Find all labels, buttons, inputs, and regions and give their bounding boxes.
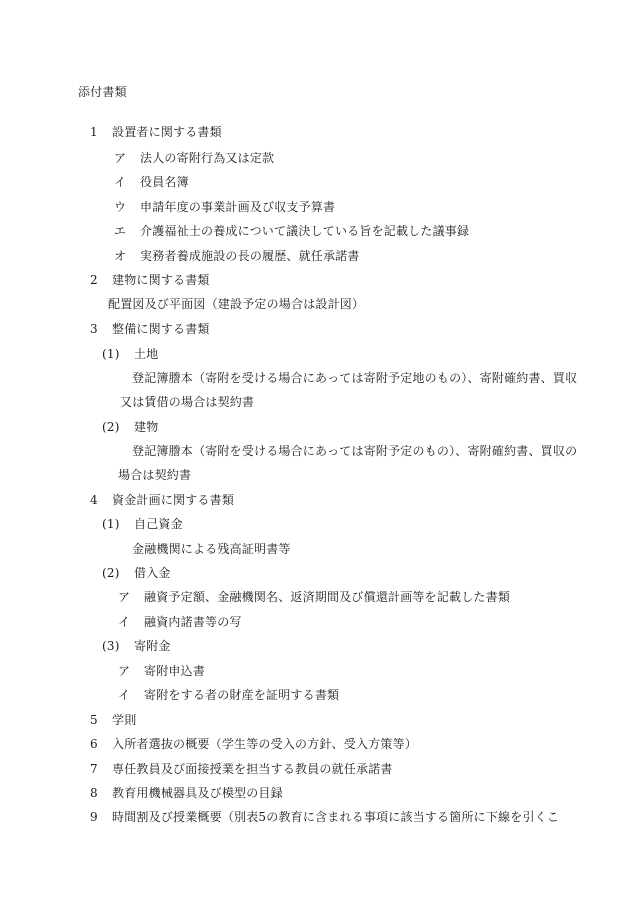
- paragraph: 場合は契約書: [118, 468, 192, 482]
- item-label: オ: [114, 249, 127, 263]
- section-3: [90, 321, 210, 337]
- item-label: ア: [114, 151, 127, 165]
- paragraph: 登記簿謄本（寄附を受ける場合にあっては寄附予定のもの）、寄附確約書、買収の: [132, 444, 578, 458]
- section-number: 9: [90, 810, 98, 824]
- sub-item-label: (1): [102, 347, 120, 361]
- item-label: ア: [118, 664, 131, 678]
- paragraph: 又は賃借の場合は契約書: [120, 395, 255, 409]
- section-number: 4: [90, 493, 98, 507]
- item-text: 寄附をする者の財産を証明する書類: [144, 688, 340, 702]
- sub-item-label: (2): [102, 420, 120, 434]
- section-title: 入所者選抜の概要（学生等の受入の方針、受入方策等）: [112, 737, 418, 751]
- sub-item-text: 借入金: [134, 566, 171, 580]
- sub-item-text: 自己資金: [134, 517, 183, 531]
- section-8: [90, 785, 283, 801]
- section-number: 7: [90, 762, 98, 776]
- item-label: イ: [114, 175, 127, 189]
- item-text: 役員名簿: [140, 175, 189, 189]
- item-text: 介護福祉士の養成について議決している旨を記載した議事録: [140, 224, 470, 238]
- item-text: 融資予定額、金融機関名、返済期間及び償還計画等を記載した書類: [144, 590, 511, 604]
- list-item: [114, 174, 189, 190]
- section-9: [90, 809, 559, 825]
- item-text: 実務者養成施設の長の履歴、就任承諾書: [140, 249, 360, 263]
- section-number: 5: [90, 713, 98, 727]
- section-number: 1: [90, 125, 98, 139]
- section-number: 3: [90, 322, 98, 336]
- sub-item: [102, 346, 158, 362]
- item-text: 融資内諾書等の写: [144, 615, 242, 629]
- section-7: [90, 761, 393, 777]
- sub-item-label: (1): [102, 517, 120, 531]
- item-label: ア: [118, 590, 131, 604]
- paragraph: 登記簿謄本（寄附を受ける場合にあっては寄附予定地のもの）、寄附確約書、買収: [132, 371, 578, 385]
- item-text: 法人の寄附行為又は定款: [140, 151, 275, 165]
- section-5: [90, 712, 136, 728]
- section-2: [90, 272, 210, 288]
- section-title: 資金計画に関する書類: [112, 493, 235, 507]
- item-label: イ: [118, 615, 131, 629]
- list-item: [114, 199, 335, 215]
- section-4: [90, 492, 234, 508]
- list-item: [114, 150, 274, 166]
- document-heading: 添付書類: [78, 85, 127, 99]
- sub-item: [102, 638, 171, 654]
- sub-item-label: (2): [102, 566, 120, 580]
- section-title: 建物に関する書類: [112, 273, 210, 287]
- section-title: 専任教員及び面接授業を担当する教員の就任承諾書: [112, 762, 393, 776]
- sub-item: [102, 419, 158, 435]
- sub-item-text: 建物: [134, 420, 159, 434]
- list-item: [114, 248, 360, 264]
- paragraph: 金融機関による残高証明書等: [132, 542, 291, 556]
- section-title: 時間割及び授業概要（別表5の教育に含まれる事項に該当する箇所に下線を引くこ: [112, 810, 560, 824]
- item-text: 寄附申込書: [144, 664, 206, 678]
- section-title: 教育用機械器具及び模型の目録: [112, 786, 283, 800]
- list-item: [118, 663, 205, 679]
- section-title: 整備に関する書類: [112, 322, 210, 336]
- item-label: イ: [118, 688, 131, 702]
- list-item: [114, 223, 469, 239]
- sub-item-text: 土地: [134, 347, 159, 361]
- sub-item-text: 寄附金: [134, 639, 171, 653]
- section-number: 6: [90, 737, 98, 751]
- item-label: エ: [114, 224, 127, 238]
- list-item: [118, 614, 242, 630]
- sub-item: [102, 516, 183, 532]
- section-title: 学則: [112, 713, 137, 727]
- item-label: ウ: [114, 200, 127, 214]
- list-item: [118, 589, 510, 605]
- section-1: [90, 124, 222, 140]
- section-6: [90, 736, 417, 752]
- item-text: 申請年度の事業計画及び収支予算書: [140, 200, 336, 214]
- section-title: 設置者に関する書類: [112, 125, 222, 139]
- sub-item: [102, 565, 171, 581]
- list-item: [118, 687, 339, 703]
- section-number: 2: [90, 273, 98, 287]
- paragraph: 配置図及び平面図（建設予定の場合は設計図）: [108, 297, 365, 311]
- sub-item-label: (3): [102, 639, 120, 653]
- section-number: 8: [90, 786, 98, 800]
